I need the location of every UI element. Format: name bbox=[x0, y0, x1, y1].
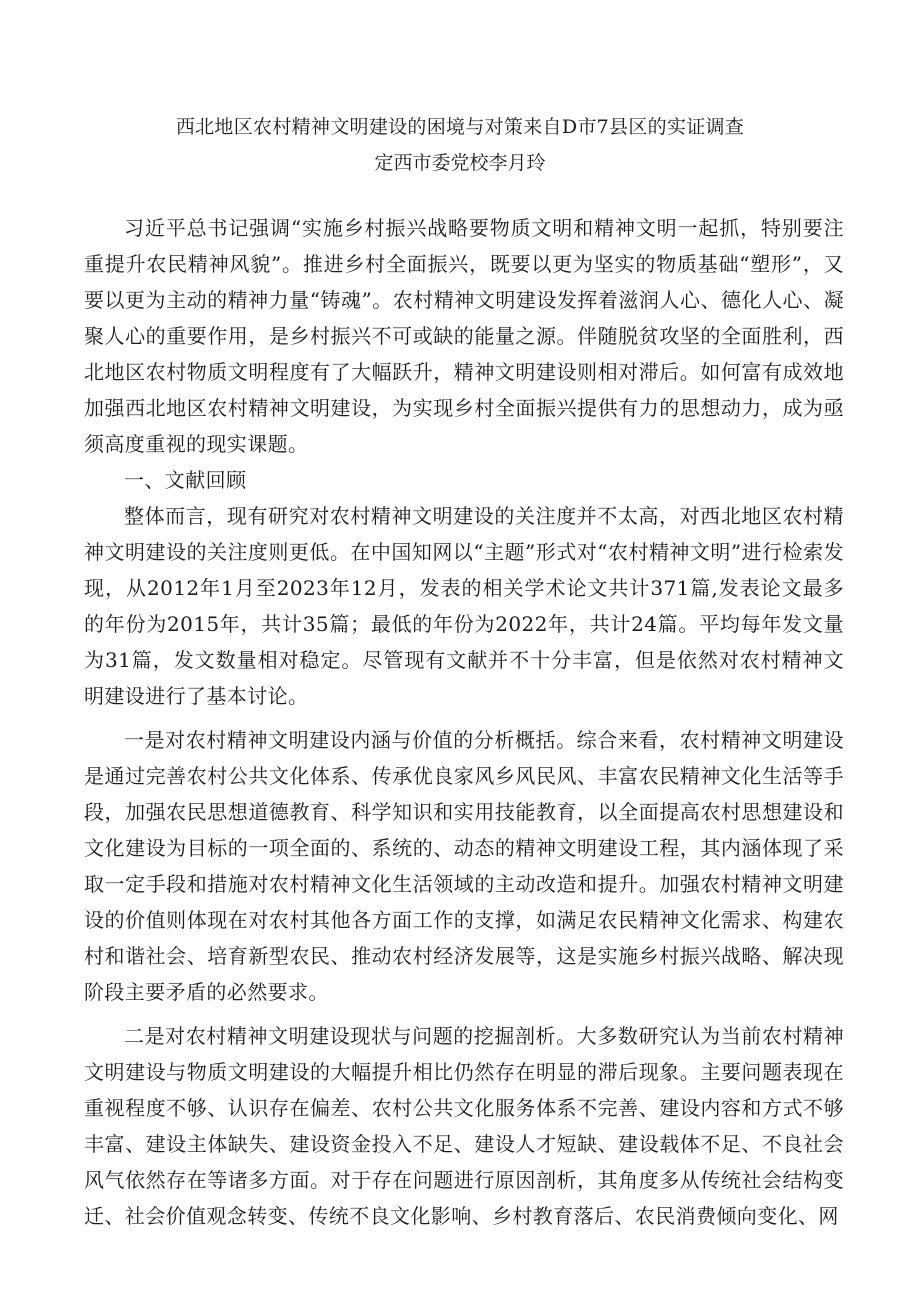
paragraph-intro: 习近平总书记强调“实施乡村振兴战略要物质文明和精神文明一起抓，特别要注重提升农民精神风貌”。推进乡村全面振兴，既要以更为坚实的物质基础“塑形”，又要以更为主动的精神力量“铸魂”。农村精神文明建设发挥着滋润人心、德化人心、凝聚人心的重要作用，是乡村振兴不可或缺的能量之源。伴随脱贫攻坚的全面胜利，西北地区农村物质文明程度有了大幅跃升，精神文明建设则相对滞后。如何富有成效地加强西北地区农村精神文明建设，为实现乡村全面振兴提供有力的思想动力，成为亟须高度重视的现实课题。 bbox=[84, 216, 844, 456]
paragraph-gap bbox=[84, 1010, 844, 1018]
document-body bbox=[84, 210, 844, 1234]
paragraph-point-one: 一是对农村精神文明建设内涵与价值的分析概括。综合来看，农村精神文明建设是通过完善农村公共文化体系、传承优良家风乡风民风、丰富农民精神文化生活等手段，加强农民思想道德教育、科学知识和实用技能教育，以全面提高农村思想建设和文化建设为目标的一项全面的、系统的、动态的精神文明建设工程，其内涵体现了采取一定手段和措施对农村精神文化生活领域的主动改造和提升。加强农村精神文明建设的价值则体现在对农村其他各方面工作的支撑，如满足农民精神文化需求、构建农村和谐社会、培育新型农民、推动农村经济发展等，这是实施乡村振兴战略、解决现阶段主要矛盾的必然要求。 bbox=[84, 728, 844, 1004]
paragraph-literature: 整体而言，现有研究对农村精神文明建设的关注度并不太高，对西北地区农村精神文明建设的关注度则更低。在中国知网以“主题”形式对“农村精神文明”进行检索发现，从2012年1月至2023年12月，发表的相关学术论文共计371篇,发表论文最多的年份为2015年，共计35篇；最低的年份为2022年，共计24篇。平均每年发文量为31篇，发文数量相对稳定。尽管现有文献并不十分丰富，但是依然对农村精神文明建设进行了基本讨论。 bbox=[84, 504, 844, 708]
section-heading: 一、文献回顾 bbox=[124, 468, 247, 492]
paragraph-point-two: 二是对农村精神文明建设现状与问题的挖掘剖析。大多数研究认为当前农村精神文明建设与物质文明建设的大幅提升相比仍然存在明显的滞后现象。主要问题表现在重视程度不够、认识存在偏差、农村公共文化服务体系不完善、建设内容和方式不够丰富、建设主体缺失、建设资金投入不足、建设人才短缺、建设载体不足、不良社会风气依然存在等诸多方面。对于存在问题进行原因剖析，其角度多从传统社会结构变迁、社会价值观念转变、传统不良文化影响、乡村教育落后、农民消费倾向变化、网 bbox=[84, 1024, 844, 1228]
document-title: 西北地区农村精神文明建设的困境与对策来自D市7县区的实证调查 bbox=[175, 116, 745, 138]
document-author: 定西市委党校李月玲 bbox=[374, 152, 546, 174]
paragraph-gap bbox=[84, 714, 844, 722]
title-block bbox=[0, 110, 920, 180]
